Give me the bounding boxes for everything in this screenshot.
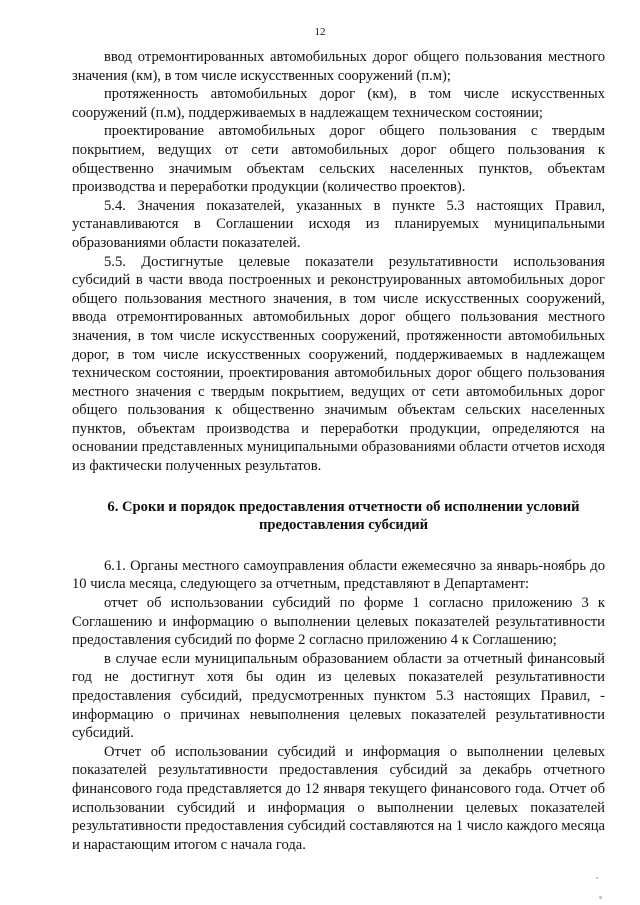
- page-number: 12: [314, 26, 326, 38]
- paragraph-road-design: проектирование автомобильных дорог общего пользования с твердым покрытием, ведущих от сети автомобильных дорог общего пользования к общественно значимым объектам сельских населенных пунктов, объектам производства и переработки продукции (количество проектов).: [72, 123, 605, 196]
- paragraph-december-report: Отчет об использовании субсидий и информация о выполнении целевых показателей результативности предоставления субсидий за декабрь отчетного финансового года представляется до 12 января текущего финансового года. Отчет об использовании субсидий и информация о выполнении целевых показателей результативности предоставления субсидий составляются на 1 число каждого месяца и нарастающим итогом с начала года.: [72, 743, 605, 853]
- scan-speck: [596, 877, 598, 879]
- paragraph-5-5: 5.5. Достигнутые целевые показатели результативности использования субсидий в части ввода построенных и реконструированных автомобильных дорог общего пользования местного значения, в том числе искусственных сооружений, ввода отремонтированных автомобильных дорог общего пользования местного значения, в том числе искусственных сооружений, протяженности автомобильных дорог, в том числе искусственных сооружений, поддерживаемых в надлежащем техническом состоянии, проектирования автомобильных дорог общего пользования местного значения с твердым покрытием, ведущих от сети автомобильных дорог общего пользования к общественно значимым объектам сельских населенных пунктов, объектам производства и переработки продукции, определяются на основании представленных муниципальными образованиями области отчетов исходя из фактически полученных результатов.: [72, 253, 605, 475]
- paragraph-6-1: 6.1. Органы местного самоуправления области ежемесячно за январь-ноябрь до 10 числа месяца, следующего за отчетным, представляют в Департамент:: [72, 557, 605, 593]
- paragraph-5-4: 5.4. Значения показателей, указанных в пункте 5.3 настоящих Правил, устанавливаются в Соглашении исходя из планируемых муниципальными образованиями области показателей.: [72, 197, 605, 251]
- document-body: [72, 48, 605, 854]
- scan-speck: [599, 896, 602, 899]
- section-6-heading: 6. Сроки и порядок предоставления отчетности об исполнении условий предоставления субсидий: [107, 498, 580, 534]
- paragraph-failure-info: в случае если муниципальным образованием области за отчетный финансовый год не достигнут хотя бы один из целевых показателей результативности предоставления субсидий, предусмотренных пунктом 5.3 настоящих Правил, - информацию о причинах невыполнения целевых показателей результативности субсидий.: [72, 650, 605, 742]
- paragraph-report-form: отчет об использовании субсидий по форме 1 согласно приложению 3 к Соглашению и информацию о выполнении целевых показателей результативности предоставления субсидий по форме 2 согласно приложению 4 к Соглашению;: [72, 595, 605, 649]
- paragraph-road-repair: ввод отремонтированных автомобильных дорог общего пользования местного значения (км), в том числе искусственных сооружений (п.м);: [72, 49, 605, 84]
- paragraph-road-length: протяженность автомобильных дорог (км), в том числе искусственных сооружений (п.м), поддерживаемых в надлежащем техническом состоянии;: [72, 86, 605, 121]
